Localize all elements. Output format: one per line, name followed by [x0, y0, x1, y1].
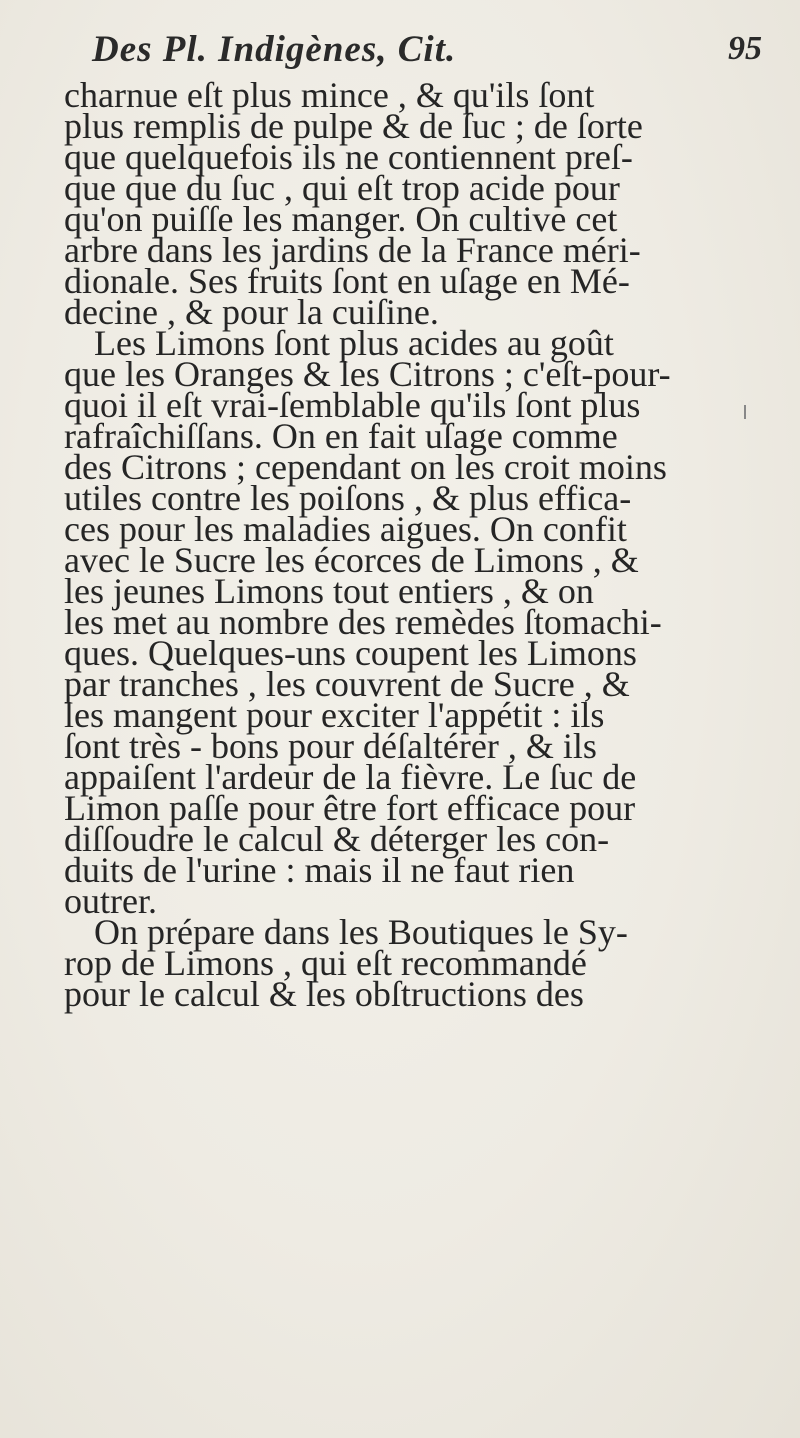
running-head: Des Pl. Indigènes, Cit. [92, 29, 457, 70]
text-line: duits de l'urine : mais il ne faut rien [64, 850, 575, 890]
text-line: les mangent pour exciter l'appétit : ils [64, 695, 605, 735]
text-line: arbre dans les jardins de la France méri- [64, 230, 641, 270]
text-line: ques. Quelques-uns coupent les Limons [64, 633, 637, 673]
text-line: rafraîchiſſans. On en fait uſage comme [64, 416, 618, 456]
text-line: diſſoudre le calcul & déterger les con- [64, 819, 610, 859]
text-line: les met au nombre des remèdes ſtomachi- [64, 602, 662, 642]
paragraph-start-line: Les Limons ſont plus acides au goût [94, 323, 614, 363]
page-number: 95 [728, 30, 762, 67]
text-line: que les Oranges & les Citrons ; c'eſt-pour- [64, 354, 671, 394]
text-line: par tranches , les couvrent de Sucre , & [64, 664, 630, 704]
text-line: plus remplis de pulpe & de ſuc ; de ſorte [64, 106, 643, 146]
text-line: ces pour les maladies aigues. On confit [64, 509, 627, 549]
text-line: avec le Sucre les écorces de Limons , & [64, 540, 639, 580]
text-line: pour le calcul & les obſtructions des [64, 974, 584, 1014]
ink-mark [744, 405, 746, 419]
text-line: les jeunes Limons tout entiers , & on [64, 571, 594, 611]
text-line: utiles contre les poiſons , & plus effica- [64, 478, 632, 518]
paragraph-start-line: On prépare dans les Boutiques le Sy- [94, 912, 628, 952]
text-line: dionale. Ses fruits ſont en uſage en Mé- [64, 261, 630, 301]
text-line: que quelquefois ils ne contiennent preſ- [64, 137, 633, 177]
text-line: Limon paſſe pour être fort efficace pour [64, 788, 636, 828]
text-line: ſont très - bons pour déſaltérer , & ils [64, 726, 597, 766]
text-line: decine , & pour la cuiſine. [64, 292, 439, 332]
text-line: outrer. [64, 881, 157, 921]
text-line: que que du ſuc , qui eſt trop acide pour [64, 168, 620, 208]
page-header [70, 28, 770, 76]
text-line: charnue eſt plus mince , & qu'ils ſont [64, 75, 595, 115]
text-line: rop de Limons , qui eſt recommandé [64, 943, 587, 983]
text-line: quoi il eſt vrai-ſemblable qu'ils ſont plus [64, 385, 641, 425]
text-line: des Citrons ; cependant on les croit moins [64, 447, 667, 487]
text-line: qu'on puiſſe les manger. On cultive cet [64, 199, 618, 239]
text-line: appaiſent l'ardeur de la fièvre. Le ſuc de [64, 757, 637, 797]
body-text [64, 75, 754, 1014]
